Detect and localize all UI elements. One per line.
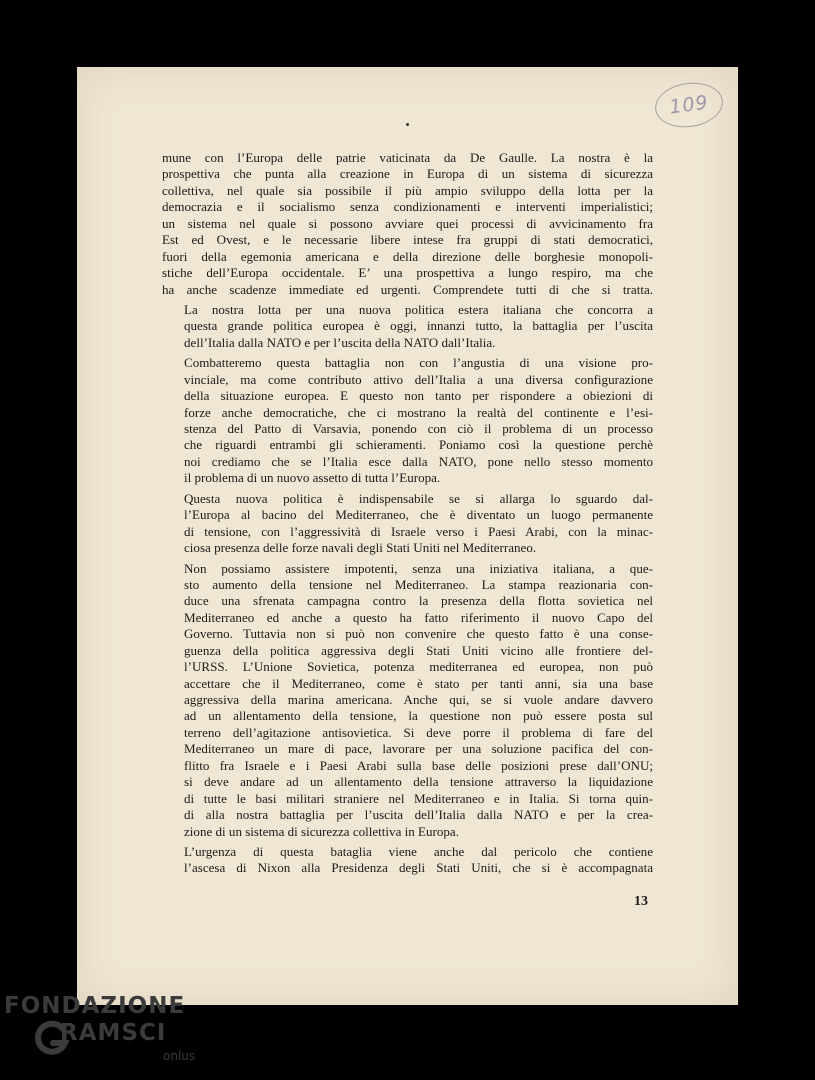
text-line: accettare che il Mediterraneo, come è stato per tanti anni, sia una base bbox=[184, 675, 653, 691]
text-line: terreno dell’agitazione antisovietica. Si deve porre il problema di fare del bbox=[184, 724, 653, 740]
text-line: un sistema nel quale si possono avviare quei processi di avvicinamento fra bbox=[162, 215, 653, 231]
paragraph bbox=[162, 150, 653, 298]
paragraph bbox=[162, 302, 653, 351]
text-line: sto aumento della tensione nel Mediterraneo. La stampa reazionaria con- bbox=[184, 576, 653, 592]
text-line: ha anche scadenze immediate ed urgenti. Comprendete tutti di che si tratta. bbox=[162, 281, 653, 297]
watermark bbox=[0, 993, 220, 1073]
paragraph bbox=[162, 355, 653, 487]
paragraph bbox=[162, 844, 653, 877]
text-line: forze anche democratiche, che ci mostrano la realtà del continente e l’esi- bbox=[184, 404, 653, 420]
text-line: ad un allentamento della tensione, la questione non può essere posta sul bbox=[184, 708, 653, 724]
text-line: Mediterraneo ed anche a questo ha fatto riferimento il nuovo Capo del bbox=[184, 609, 653, 625]
text-line: ciosa presenza delle forze navali degli Stati Uniti nel Mediterraneo. bbox=[184, 540, 537, 556]
ink-dot bbox=[406, 123, 409, 126]
text-line: l’ascesa di Nixon alla Presidenza degli Stati Uniti, che si è accompagnata bbox=[184, 860, 653, 876]
text-line: Est ed Ovest, e le necessarie libere intese fra gruppi di stati democratici, bbox=[162, 232, 653, 248]
text-line: Combatteremo questa battaglia non con l’angustia di una visione pro- bbox=[184, 355, 653, 371]
paragraph bbox=[162, 491, 653, 557]
text-line: Questa nuova politica è indispensabile se si allarga lo sguardo dal- bbox=[184, 490, 653, 506]
text-line: della situazione europea. E questo non tanto per rispondere a obiezioni di bbox=[184, 388, 653, 404]
text-line: collettiva, nel quale sia possibile il più ampio sviluppo della lotta per la bbox=[162, 182, 653, 198]
document-page bbox=[77, 67, 738, 1005]
text-line: di tensione, con l’aggressività di Israele verso i Paesi Arabi, con la minac- bbox=[184, 523, 653, 539]
watermark-onlus: onlus bbox=[163, 1049, 196, 1063]
watermark-line2: RAMSCI bbox=[60, 1020, 167, 1046]
text-line: democrazia e il socialismo senza condizionamenti e interventi imperialistici; bbox=[162, 199, 653, 215]
text-line: stiche dell’Europa occidentale. E’ una prospettiva a lungo respiro, ma che bbox=[162, 265, 653, 281]
text-line: di alla nostra battaglia per l’uscita dell’Italia dalla NATO e per la crea- bbox=[184, 807, 653, 823]
text-line: prospettiva che punta alla creazione in Europa di un sistema di sicurezza bbox=[162, 166, 653, 182]
text-line: vinciale, ma come contributo attivo dell’Italia a una diversa configurazione bbox=[184, 371, 653, 387]
text-line: duce una sfrenata campagna contro la presenza della flotta sovietica nel bbox=[184, 593, 653, 609]
archive-number-stamp bbox=[652, 78, 725, 131]
text-line: La nostra lotta per una nuova politica estera italiana che concorra a bbox=[184, 301, 653, 317]
text-line: fuori della egemonia americana e della direzione delle borghesie monopoli- bbox=[162, 248, 653, 264]
text-line: il problema di un nuovo assetto di tutta l’Europa. bbox=[184, 470, 441, 486]
body-text bbox=[162, 150, 653, 877]
text-line: Non possiamo assistere impotenti, senza una iniziativa italiana, a que- bbox=[184, 560, 653, 576]
text-line: aggressiva della marina americana. Anche qui, se si vuole andare davvero bbox=[184, 692, 653, 707]
text-line: questa grande politica europea è oggi, innanzi tutto, la battaglia per l’uscita bbox=[184, 318, 653, 334]
watermark-line1: FONDAZIONE bbox=[4, 993, 186, 1019]
text-line: stenza del Patto di Varsavia, ponendo con ciò il problema di un processo bbox=[184, 421, 653, 436]
text-line: noi crediamo che se l’Italia esce dalla NATO, pone nello stesso momento bbox=[184, 453, 653, 469]
text-line: guenza della politica aggressiva degli Stati Uniti vicino alle frontiere del- bbox=[184, 642, 653, 658]
text-line: Mediterraneo un mare di pace, lavorare per una soluzione pacifica del con- bbox=[184, 741, 653, 757]
text-line: dell’Italia dalla NATO e per l’uscita della NATO dall’Italia. bbox=[184, 334, 496, 350]
watermark-logo-letter: G bbox=[52, 1045, 53, 1046]
text-line: L’urgenza di questa bataglia viene anche dal pericolo che contiene bbox=[184, 843, 653, 859]
text-line: l’Europa al bacino del Mediterraneo, che è diventato un luogo permanente bbox=[184, 507, 653, 523]
text-line: di tutte le basi militari straniere nel Mediterraneo e in Italia. Si torna quin- bbox=[184, 790, 653, 806]
page-number: 13 bbox=[634, 894, 648, 909]
text-line: si deve andare ad un allentamento della tensione attraverso la liquidazione bbox=[184, 774, 653, 790]
archive-number: 109 bbox=[668, 91, 710, 119]
text-line: che riguardi entrambi gli schieramenti. Poniamo così la questione perchè bbox=[184, 437, 653, 453]
text-line: l’URSS. L’Unione Sovietica, potenza mediterranea ed europea, non può bbox=[184, 659, 653, 675]
paragraph bbox=[162, 561, 653, 840]
text-line: flitto fra Israele e i Paesi Arabi sulla base delle posizioni prese dall’ONU; bbox=[184, 757, 653, 773]
text-line: zione di un sistema di sicurezza collettiva in Europa. bbox=[184, 823, 459, 839]
text-line: Governo. Tuttavia non si può non convenire che questo fatto è una conse- bbox=[184, 626, 653, 642]
text-line: mune con l’Europa delle patrie vaticinata da De Gaulle. La nostra è la bbox=[162, 150, 653, 165]
